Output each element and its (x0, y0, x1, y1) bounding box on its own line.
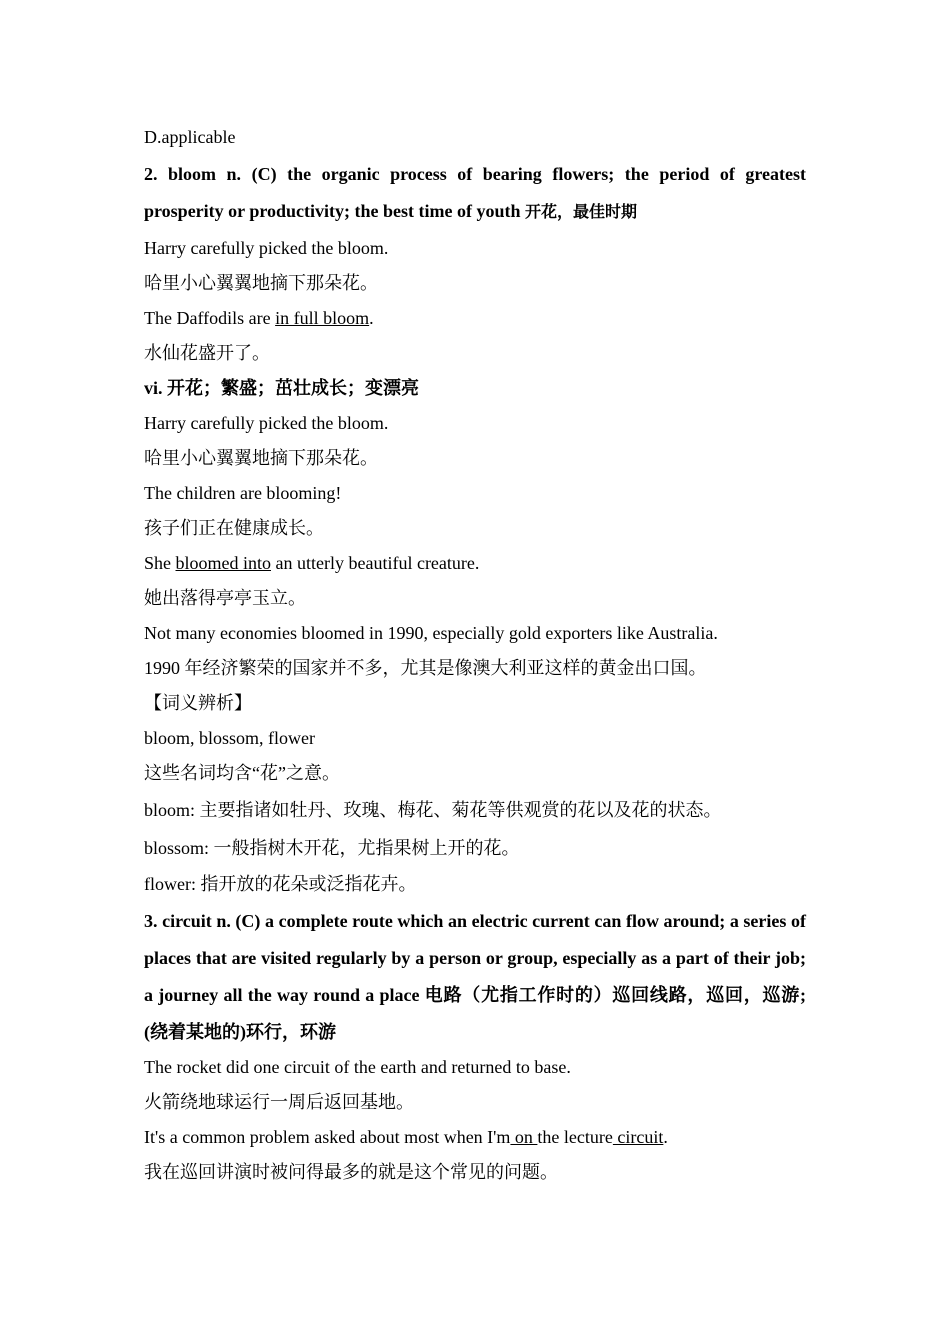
text-segment: She (144, 553, 176, 573)
example-cn: 火箭绕地球运行一周后返回基地。 (144, 1092, 414, 1112)
example-cn: 我在巡回讲演时被问得最多的就是这个常见的问题。 (144, 1162, 558, 1182)
example-en: The children are blooming! (144, 483, 342, 503)
example-en: Not many economies bloomed in 1990, especially gold exporters like Australia. (144, 623, 718, 643)
text-segment: The Daffodils are (144, 308, 276, 328)
example-cn: 水仙花盛开了。 (144, 343, 270, 363)
option-d: D.applicable (144, 127, 236, 147)
entry-heading-circuit (144, 903, 806, 1051)
text-segment: the lecture (537, 1127, 613, 1147)
underlined-phrase: circuit (612, 1127, 664, 1147)
verb-heading: vi. 开花；繁盛；茁壮成长；变漂亮 (144, 378, 419, 398)
entry-heading-circuit-en: 3. circuit n. (C) a complete route which an electric current can flow around; a series of places that are visited regularly by a person or group, especially as a part of their job; a journey all the way round a place (144, 911, 806, 1005)
synonym-bloom: bloom: 主要指诸如牡丹、玫瑰、梅花、菊花等供观赏的花以及花的状态。 (144, 800, 722, 820)
synonym-intro: 这些名词均含“花”之意。 (144, 763, 340, 783)
underlined-phrase: in full bloom (275, 308, 370, 328)
underlined-phrase: on (510, 1127, 538, 1147)
entry-heading-bloom (144, 156, 806, 232)
example-cn: 她出落得亭亭玉立。 (144, 588, 306, 608)
text-segment: an utterly beautiful creature. (271, 553, 480, 573)
example-en: The rocket did one circuit of the earth and returned to base. (144, 1057, 571, 1077)
text-segment: . (663, 1127, 668, 1147)
example-cn: 1990 年经济繁荣的国家并不多，尤其是像澳大利亚这样的黄金出口国。 (144, 658, 707, 678)
synonym-flower: flower: 指开放的花朵或泛指花卉。 (144, 874, 417, 894)
example-cn: 哈里小心翼翼地摘下那朵花。 (144, 448, 378, 468)
entry-heading-bloom-cn: 开花，最佳时期 (524, 202, 637, 221)
underlined-phrase: bloomed into (175, 553, 271, 573)
text-segment: It's a common problem asked about most when I'm (144, 1127, 511, 1147)
synonym-heading: 【词义辨析】 (144, 693, 252, 713)
example-en (144, 547, 806, 582)
synonym-blossom: blossom: 一般指树木开花，尤指果树上开的花。 (144, 838, 520, 858)
example-en (144, 1121, 806, 1156)
example-cn: 孩子们正在健康成长。 (144, 518, 324, 538)
text-segment: . (369, 308, 374, 328)
document-page (144, 121, 806, 1191)
example-cn: 哈里小心翼翼地摘下那朵花。 (144, 273, 378, 293)
example-en: Harry carefully picked the bloom. (144, 413, 389, 433)
entry-heading-bloom-en: 2. bloom n. (C) the organic process of bearing flowers; the period of greatest prosperity or productivity; the best time of youth (144, 164, 806, 221)
example-en (144, 302, 806, 337)
example-en: Harry carefully picked the bloom. (144, 238, 389, 258)
synonym-words: bloom, blossom, flower (144, 728, 315, 748)
entry-heading-circuit-cn: 电路（尤指工作时的）巡回线路，巡回，巡游; (绕着某地的)环行，环游 (144, 985, 806, 1042)
